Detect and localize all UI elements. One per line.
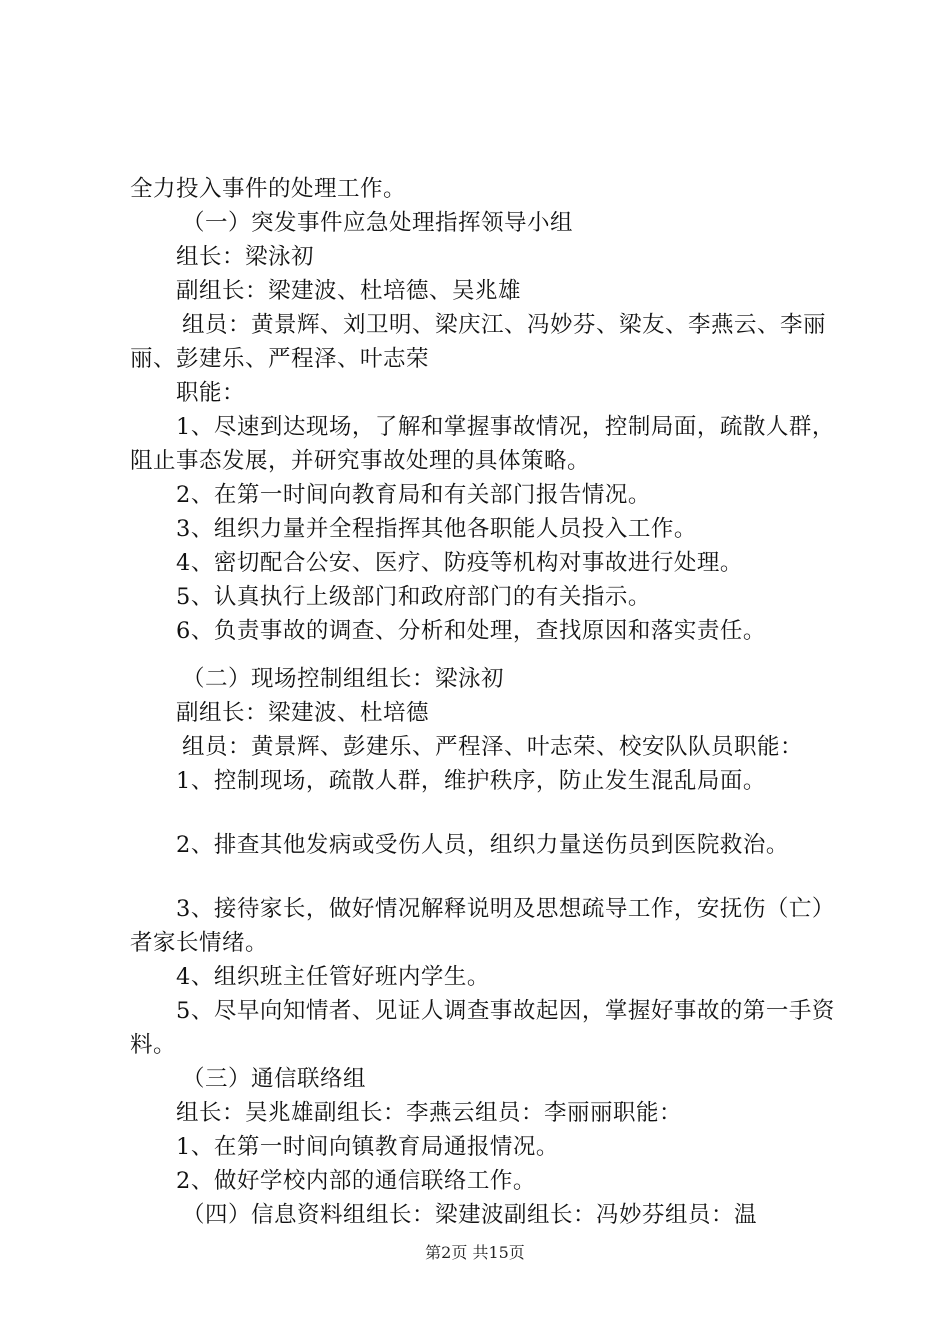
paragraph: 副组长：梁建波、杜培德 — [176, 700, 430, 726]
paragraph: 1、尽速到达现场，了解和掌握事故情况，控制局面，疏散人群，阻止事态发展，并研究事故处理的具体策略。 — [130, 414, 835, 474]
paragraph: 副组长：梁建波、杜培德、吴兆雄 — [176, 278, 522, 304]
paragraph: 1、在第一时间向镇教育局通报情况。 — [176, 1134, 559, 1160]
paragraph: 5、认真执行上级部门和政府部门的有关指示。 — [176, 584, 651, 610]
paragraph: 3、接待家长，做好情况解释说明及思想疏导工作，安抚伤（亡）者家长情绪。 — [130, 896, 835, 956]
paragraph: 1、控制现场，疏散人群，维护秩序，防止发生混乱局面。 — [176, 768, 766, 794]
paragraph: 6、负责事故的调查、分析和处理，查找原因和落实责任。 — [176, 618, 766, 644]
page-footer: 第2页 共15页 — [425, 1243, 525, 1262]
paragraph: （二）现场控制组组长：梁泳初 — [182, 666, 505, 692]
paragraph: 5、尽早向知情者、见证人调查事故起因，掌握好事故的第一手资料。 — [130, 998, 835, 1058]
paragraph: 3、组织力量并全程指挥其他各职能人员投入工作。 — [176, 516, 697, 542]
paragraph: 组员：黄景辉、刘卫明、梁庆江、冯妙芬、梁友、李燕云、李丽丽、彭建乐、严程泽、叶志荣 — [130, 312, 827, 372]
document-body — [130, 172, 850, 1232]
paragraph: 2、排查其他发病或受伤人员，组织力量送伤员到医院救治。 — [176, 832, 789, 858]
paragraph: 全力投入事件的处理工作。 — [130, 176, 407, 202]
paragraph: （四）信息资料组组长：梁建波副组长：冯妙芬组员：温 — [182, 1202, 758, 1228]
paragraph: 组长：梁泳初 — [176, 244, 315, 270]
paragraph: 4、组织班主任管好班内学生。 — [176, 964, 490, 990]
paragraph: 2、在第一时间向教育局和有关部门报告情况。 — [176, 482, 651, 508]
paragraph: 组长：吴兆雄副组长：李燕云组员：李丽丽职能： — [176, 1100, 683, 1126]
paragraph: 4、密切配合公安、医疗、防疫等机构对事故进行处理。 — [176, 550, 743, 576]
paragraph: 职能： — [176, 380, 246, 406]
paragraph: 组员：黄景辉、彭建乐、严程泽、叶志荣、校安队队员职能： — [182, 734, 804, 760]
paragraph: 2、做好学校内部的通信联络工作。 — [176, 1168, 536, 1194]
paragraph: （一）突发事件应急处理指挥领导小组 — [182, 210, 574, 236]
paragraph: （三）通信联络组 — [182, 1066, 367, 1092]
